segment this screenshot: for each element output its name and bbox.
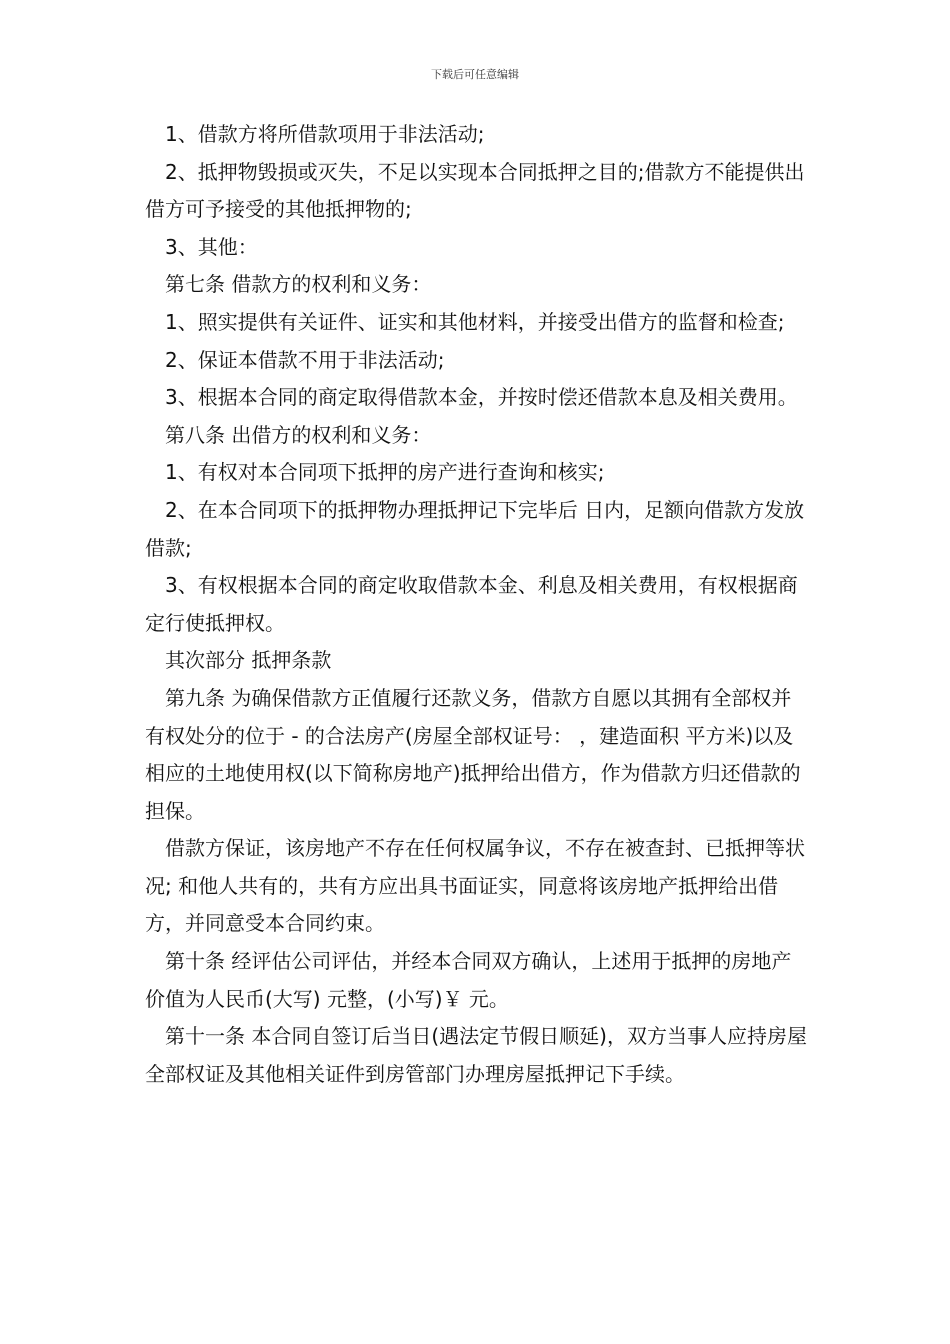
paragraph: 1、借款方将所借款项用于非法活动; bbox=[165, 122, 485, 146]
paragraph: 第十一条 本合同自签订后当日(遇法定节假日顺延)，双方当事人应持房屋全部权证及其他相关证件到房管部门办理房屋抵押记下手续。 bbox=[145, 1024, 807, 1086]
paragraph: 2、抵押物毁损或灭失，不足以实现本合同抵押之目的;借款方不能提供出借方可予接受的其他抵押物的; bbox=[145, 159, 805, 222]
section-heading: 第七条 借款方的权利和义务： bbox=[165, 272, 432, 297]
paragraph: 第十条 经评估公司评估，并经本合同双方确认，上述用于抵押的房地产价值为人民币(大写) 元整，(小写)￥ 元。 bbox=[145, 949, 792, 1011]
paragraph: 3、根据本合同的商定取得借款本金，并按时偿还借款本息及相关费用。 bbox=[165, 385, 798, 410]
paragraph: 3、其他： bbox=[165, 234, 258, 259]
paragraph: 3、有权根据本合同的商定收取借款本金、利息及相关费用，有权根据商定行使抵押权。 bbox=[145, 573, 798, 635]
page-header: 下载后可任意编辑 bbox=[431, 68, 519, 81]
paragraph: 2、保证本借款不用于非法活动; bbox=[165, 347, 445, 372]
paragraph: 2、在本合同项下的抵押物办理抵押记下完毕后 日内，足额向借款方发放借款; bbox=[145, 497, 805, 560]
part-heading: 其次部分 抵押条款 bbox=[165, 648, 332, 673]
paragraph: 第九条 为确保借款方正值履行还款义务，借款方自愿以其拥有全部权并有权处分的位于 - 的合法房产(房屋全部权证号： ，建造面积 平方米)以及相应的土地使用权(以下简称房地产)抵押给出借方，作为借款方归还借款的担保。 bbox=[145, 685, 801, 823]
paragraph: 借款方保证，该房地产不存在任何权属争议，不存在被查封、已抵押等状况; 和他人共有的，共有方应出具书面证实，同意将该房地产抵押给出借方，并同意受本合同约束。 bbox=[145, 836, 805, 936]
paragraph: 1、有权对本合同项下抵押的房产进行查询和核实; bbox=[165, 460, 605, 485]
section-heading: 第八条 出借方的权利和义务： bbox=[165, 422, 432, 447]
document-body bbox=[145, 116, 810, 1093]
paragraph: 1、照实提供有关证件、证实和其他材料，并接受出借方的监督和检查; bbox=[165, 309, 785, 334]
